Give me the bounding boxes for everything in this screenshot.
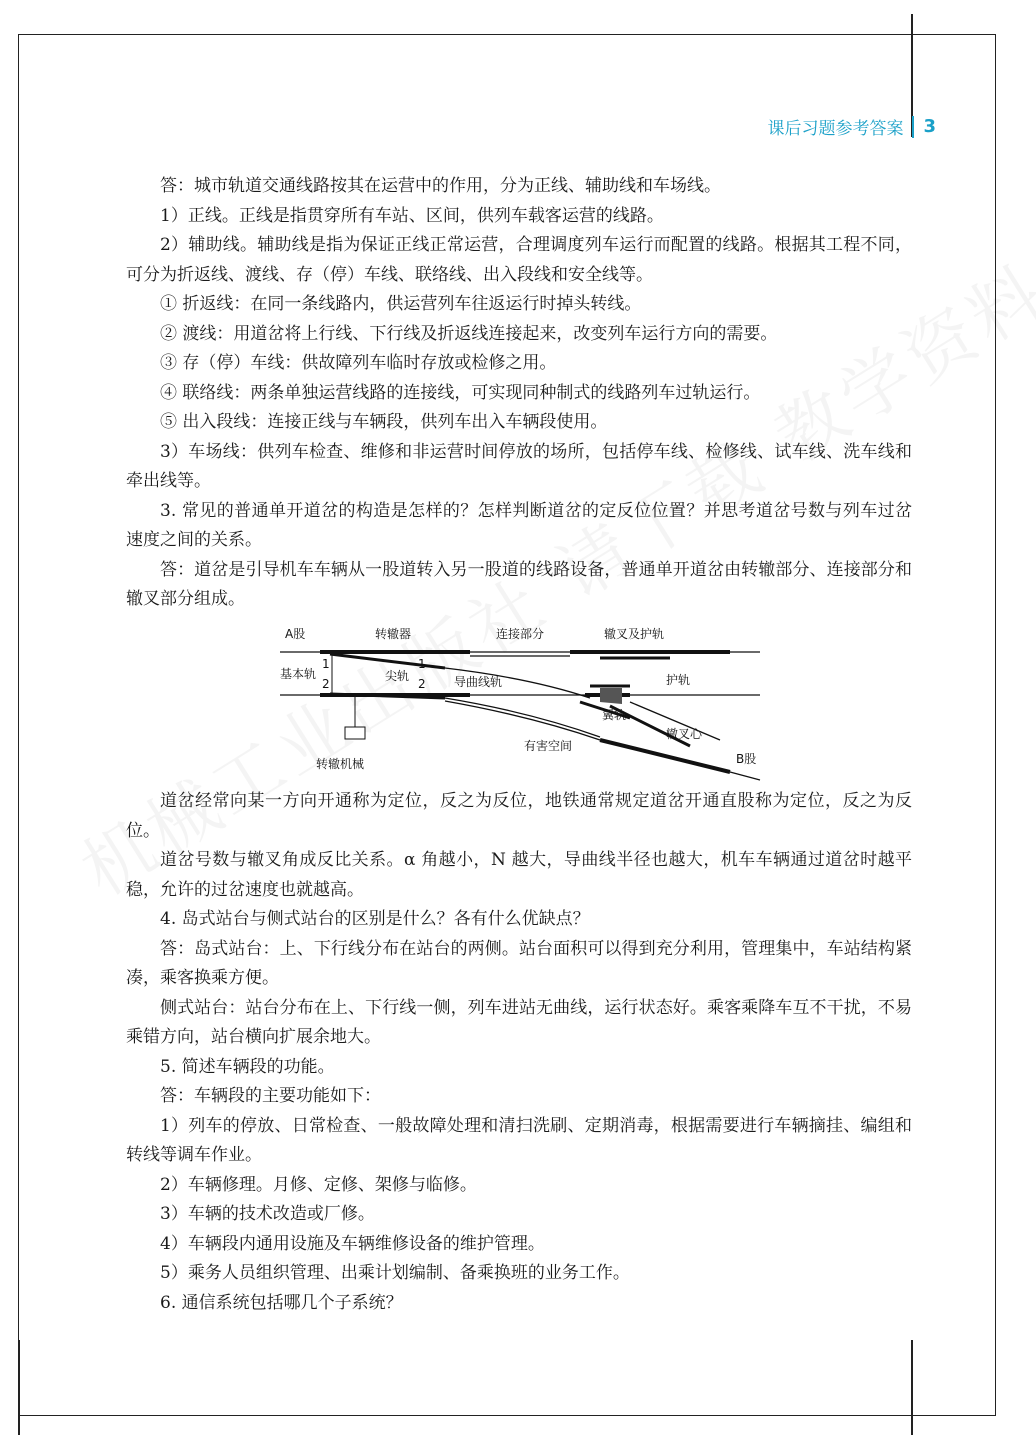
question: 3. 常见的普通单开道岔的构造是怎样的？怎样判断道岔的定反位位置？并思考道岔号数与列车过岔速度之间的关系。 [126, 500, 912, 550]
label-connecting-section: 连接部分 [496, 627, 545, 641]
header-separator [912, 116, 914, 138]
label-num2-right: 2 [418, 677, 426, 691]
paragraph: 答：道岔是引导机车车辆从一股道转入另一股道的线路设备，普通单开道岔由转辙部分、连接部分和辙叉部分组成。 [126, 559, 912, 609]
paragraph: ④ 联络线：两条单独运营线路的连接线，可实现同种制式的线路列车过轨运行。 [160, 382, 761, 403]
question: 5. 简述车辆段的功能。 [160, 1056, 335, 1077]
text-block-1 [126, 172, 912, 615]
label-wing-rail: 翼轨 [602, 708, 627, 722]
switch-machine-box [345, 727, 365, 739]
paragraph: 2）车辆修理。月修、定修、架修与临修。 [160, 1174, 477, 1195]
label-switch-section: 转辙器 [375, 627, 412, 641]
header-title: 课后习题参考答案 [767, 119, 904, 139]
running-header [767, 114, 936, 139]
paragraph: 答：车辆段的主要功能如下： [160, 1086, 381, 1106]
paragraph: ① 折返线：在同一条线路内，供运营列车往返运行时掉头转线。 [160, 294, 642, 314]
b-track-rail-exit [730, 772, 760, 780]
paragraph: 2）辅助线。辅助线是指为保证正线正常运营，合理调度列车运行而配置的线路。根据其工程不同，可分为折返线、渡线、存（停）车线、联络线、出入段线和安全线等。 [126, 235, 912, 285]
paragraph: ② 渡线：用道岔将上行线、下行线及折返线连接起来，改变列车运行方向的需要。 [160, 323, 778, 344]
label-num1-right: 1 [418, 657, 426, 671]
turnout-diagram [270, 622, 770, 786]
switch-rail-1 [330, 654, 445, 668]
paragraph: 答：城市轨道交通线路按其在运营中的作用，分为正线、辅助线和车场线。 [160, 176, 721, 196]
question: 6. 通信系统包括哪几个子系统？ [160, 1292, 403, 1313]
label-lead-curve: 导曲线轨 [454, 675, 503, 689]
label-switch-machine: 转辙机械 [316, 757, 365, 771]
paragraph: 侧式站台：站台分布在上、下行线一侧，列车进站无曲线，运行状态好。乘客乘降车互不干扰，不易乘错方向，站台横向扩展余地大。 [126, 997, 912, 1047]
turnout-diagram-svg [270, 622, 770, 782]
label-num1-left: 1 [322, 657, 330, 671]
label-guard-rail: 护轨 [666, 673, 691, 687]
paragraph: 5）乘务人员组织管理、出乘计划编制、备乘换班的业务工作。 [160, 1263, 630, 1283]
label-a-track: A股 [285, 627, 306, 641]
paragraph: 道岔经常向某一方向开通称为定位，反之为反位，地铁通常规定道岔开通直股称为定位，反之为反位。 [126, 791, 912, 841]
b-track-rail [600, 740, 730, 772]
lead-curve-rail-3 [445, 701, 600, 740]
paragraph: 3）车场线：供列车检查、维修和非运营时间停放的场所，包括停车线、检修线、试车线、洗车线和牵出线等。 [126, 441, 912, 491]
label-switch-rail: 尖轨 [385, 669, 410, 683]
paragraph: 道岔号数与辙叉角成反比关系。α 角越小，N 越大，导曲线半径也越大，机车车辆通过道岔时越平稳，允许的过岔速度也就越高。 [126, 850, 912, 900]
crop-mark-left [18, 1340, 20, 1435]
label-num2-left: 2 [322, 677, 330, 691]
question: 4. 岛式站台与侧式站台的区别是什么？各有什么优缺点？ [160, 909, 590, 929]
paragraph: 4）车辆段内通用设施及车辆维修设备的维护管理。 [160, 1233, 545, 1254]
text-block-2 [126, 787, 912, 1318]
paragraph: 答：岛式站台：上、下行线分布在站台的两侧。站台面积可以得到充分利用，管理集中，车站结构紧凑，乘客换乘方便。 [126, 938, 912, 988]
paragraph: ③ 存（停）车线：供故障列车临时存放或检修之用。 [160, 353, 557, 373]
frog-point [600, 688, 622, 704]
paragraph: ⑤ 出入段线：连接正线与车辆段，供列车出入车辆段使用。 [160, 412, 608, 432]
paragraph: 3）车辆的技术改造或厂修。 [160, 1204, 375, 1224]
label-b-track: B股 [736, 752, 757, 766]
paragraph: 1）正线。正线是指贯穿所有车站、区间，供列车载客运营的线路。 [160, 205, 664, 226]
label-frog-point: 辙叉心 [666, 727, 703, 741]
label-stock-rail: 基本轨 [280, 667, 317, 681]
label-harmful-gap: 有害空间 [524, 739, 573, 753]
paragraph: 1）列车的停放、日常检查、一般故障处理和清扫洗刷、定期消毒，根据需要进行车辆摘挂、编组和转线等调车作业。 [126, 1115, 912, 1165]
crop-mark-bottom [911, 1340, 913, 1435]
label-frog-section: 辙叉及护轨 [604, 627, 665, 641]
page-number: 3 [923, 116, 936, 137]
